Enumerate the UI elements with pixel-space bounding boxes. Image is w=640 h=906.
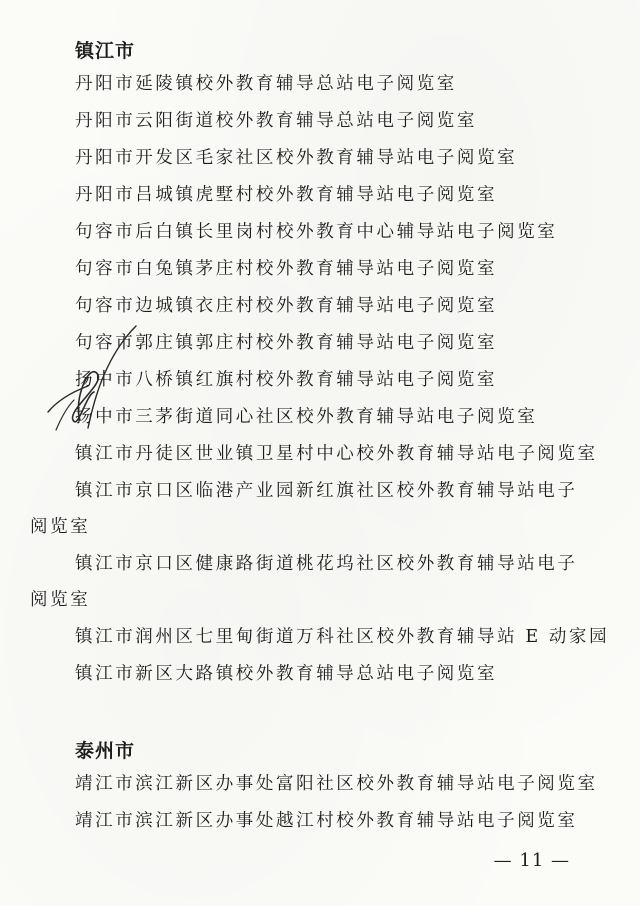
list-item: 扬中市三茅街道同心社区校外教育辅导站电子阅览室 (75, 407, 538, 427)
list-item: 丹阳市云阳街道校外教育辅导总站电子阅览室 (75, 111, 477, 131)
list-item: 句容市白兔镇茅庄村校外教育辅导站电子阅览室 (75, 259, 498, 279)
list-item-continuation: 阅览室 (30, 590, 91, 610)
list-item: 镇江市丹徒区世业镇卫星村中心校外教育辅导站电子阅览室 (75, 444, 598, 464)
list-item: 句容市后白镇长里岗村校外教育中心辅导站电子阅览室 (75, 222, 558, 242)
list-item: 句容市边城镇衣庄村校外教育辅导站电子阅览室 (75, 296, 498, 316)
list-item: 丹阳市开发区毛家社区校外教育辅导站电子阅览室 (75, 148, 518, 168)
list-item: 镇江市京口区临港产业园新红旗社区校外教育辅导站电子 (75, 481, 578, 501)
list-item: 丹阳市延陵镇校外教育辅导总站电子阅览室 (75, 74, 457, 94)
list-item: 句容市郭庄镇郭庄村校外教育辅导站电子阅览室 (75, 333, 498, 353)
list-item: 扬中市八桥镇红旗村校外教育辅导站电子阅览室 (75, 370, 498, 390)
list-item: 丹阳市吕城镇虎墅村校外教育辅导站电子阅览室 (75, 185, 498, 205)
section-heading-zhenjiang: 镇江市 (75, 40, 136, 62)
section-heading-taizhou: 泰州市 (75, 740, 136, 762)
list-item: 靖江市滨江新区办事处越江村校外教育辅导站电子阅览室 (75, 811, 578, 831)
list-item: 镇江市京口区健康路街道桃花坞社区校外教育辅导站电子 (75, 554, 578, 574)
handwritten-mark (28, 320, 138, 450)
page-number: — 11 — (493, 850, 570, 871)
list-item: 靖江市滨江新区办事处富阳社区校外教育辅导站电子阅览室 (75, 774, 598, 794)
list-item-continuation: 阅览室 (30, 517, 91, 537)
list-item: 镇江市新区大路镇校外教育辅导总站电子阅览室 (75, 664, 498, 684)
list-item: 镇江市润州区七里甸街道万科社区校外教育辅导站 E 动家园 (75, 627, 610, 647)
